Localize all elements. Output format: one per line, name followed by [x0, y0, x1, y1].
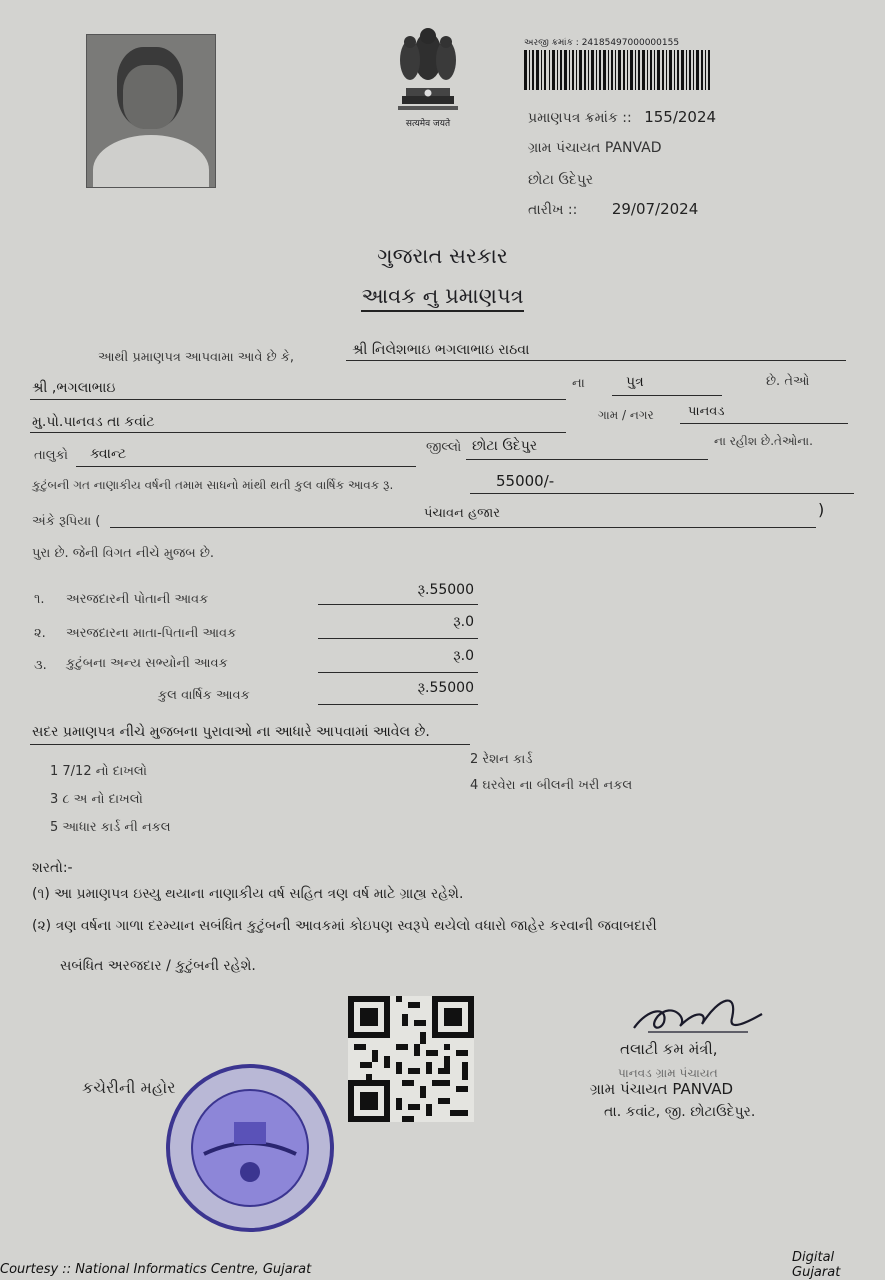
applicant-photo — [86, 34, 216, 188]
condition-2-cont: સબંધિત અરજદાર / કુટુંબની રહેશે. — [60, 958, 256, 974]
income-row-1-amount: રૂ.55000 — [417, 582, 474, 598]
total-income-amount: રૂ.55000 — [417, 680, 474, 696]
address: મુ.પો.પાનવડ તા કવાંટ — [32, 414, 155, 430]
words-label: અંકે રૂપિયા ( — [32, 514, 101, 529]
signatory-designation: તલાટી કમ મંત્રી, — [620, 1040, 718, 1058]
village: પાનવડ — [688, 404, 725, 419]
evidence-item-2: 2 રેશન કાર્ડ — [470, 752, 533, 767]
na-label: ના — [572, 376, 585, 391]
income-label: કુટુંબની ગત નાણાકીય વર્ષની તમામ સાધનો માંથી થતી કુલ વાર્ષિક આવક રૂ. — [32, 478, 394, 492]
government-title: ગુજરાત સરકાર — [377, 244, 508, 268]
income-row-3-amount: રૂ.0 — [453, 648, 474, 664]
income-row-2-amount: રૂ.0 — [453, 614, 474, 630]
footer-digital-gujarat: Digital Gujarat — [792, 1250, 841, 1280]
income-row-1-label: અરજદારની પોતાની આવક — [66, 592, 209, 607]
income-in-words: પંચાવન હજાર — [424, 506, 500, 521]
gram-panchayat: ગ્રામ પંચાયત PANVAD — [528, 140, 662, 156]
certificate-number-row — [528, 108, 716, 126]
emblem-motto: सत्यमेव जयते — [405, 119, 451, 129]
income-row-3-num: ૩. — [34, 658, 47, 673]
words-close: ) — [818, 500, 825, 519]
resident-label: ના રહીશ છે.તેઓના. — [714, 434, 813, 448]
evidence-item-3: 3 ૮ અ નો દાખલો — [50, 792, 143, 807]
footer-courtesy: Courtesy :: National Informatics Centre, Gujarat — [0, 1262, 312, 1277]
condition-2: (૨) ત્રણ વર્ષના ગાળા દરમ્યાન સબંધિત કુટુંબની આવકમાં કોઇપણ સ્વરૂપે થયેલો વધારો જાહેર કરવાની જવાબદારી — [32, 918, 657, 934]
application-number: અરજી ક્રમાંક : 24185497000000155 — [524, 38, 680, 48]
date-row — [528, 200, 698, 218]
signature — [628, 988, 768, 1044]
income-row-3-label: કુટુંબના અન્ય સભ્યોની આવક — [66, 656, 228, 671]
income-amount: 55000/- — [496, 472, 555, 490]
relation: પુત્ર — [626, 374, 644, 390]
national-emblem-icon — [388, 22, 468, 114]
qr-code-icon — [348, 996, 474, 1122]
details-label: પુરા છે. જેની વિગત નીચે મુજબ છે. — [32, 546, 215, 561]
certificate-number: 155/2024 — [644, 108, 717, 126]
issue-date: 29/07/2024 — [611, 200, 699, 218]
taluka-label: તાલુકો — [34, 448, 69, 463]
evidence-item-1: 1 7/12 નો દાખલો — [50, 764, 148, 779]
village-label: ગામ / નગર — [598, 408, 654, 422]
evidence-item-4: 4 ઘરવેરા ના બીલની ખરી નકલ — [470, 778, 633, 793]
date-label: તારીખ :: — [528, 202, 578, 218]
district-label: જીલ્લો — [426, 440, 462, 455]
evidence-item-5: 5 આધાર કાર્ડ ની નકલ — [50, 820, 171, 835]
taluka: ક્વાન્ટ — [90, 446, 127, 462]
signatory-office-address: તા. કવાંટ, જી. છોટાઉદેપુર. — [604, 1104, 756, 1120]
district: છોટા ઉદેપુર — [472, 438, 538, 454]
evidence-heading: સદર પ્રમાણપત્ર નીચે મુજબના પુરાવાઓ ના આધારે આપવામાં આવેલ છે. — [32, 724, 430, 740]
income-row-1-num: ૧. — [34, 592, 45, 607]
teo-label: છે. તેઓ — [766, 374, 810, 389]
intro-label: આથી પ્રમાણપત્ર આપવામા આવે છે કે, — [98, 350, 295, 365]
income-row-2-label: અરજદારના માતા-પિતાની આવક — [66, 626, 237, 641]
seal-label: કચેરીની મહોર — [82, 1078, 176, 1097]
office-seal-icon — [164, 1062, 336, 1234]
conditions-heading: શરતો:- — [32, 860, 73, 876]
certificate-number-label: પ્રમાણપત્ર ક્રમાંક :: — [528, 110, 632, 126]
certificate-title: આવક નુ પ્રમાણપત્ર — [0, 284, 885, 309]
barcode-icon — [524, 50, 710, 90]
total-income-label: કુલ વાર્ષિક આવક — [158, 688, 250, 703]
income-row-2-num: ૨. — [34, 626, 46, 641]
father-name: શ્રી ,ભગલાભાઇ — [32, 380, 116, 396]
condition-1: (૧) આ પ્રમાણપત્ર ઇસ્યુ થયાના નાણાકીય વર્ષ સહિત ત્રણ વર્ષ માટે ગ્રાહ્ય રહેશે. — [32, 886, 464, 902]
applicant-name: શ્રી નિલેશભાઇ ભગલાભાઇ રાઠવા — [352, 342, 530, 358]
signatory-office: ગ્રામ પંચાયત PANVAD — [590, 1080, 734, 1098]
header-district: છોટા ઉદેપુર — [528, 172, 594, 188]
stamp-faint-text: પાનવડ ગ્રામ પંચાયત — [618, 1066, 718, 1080]
